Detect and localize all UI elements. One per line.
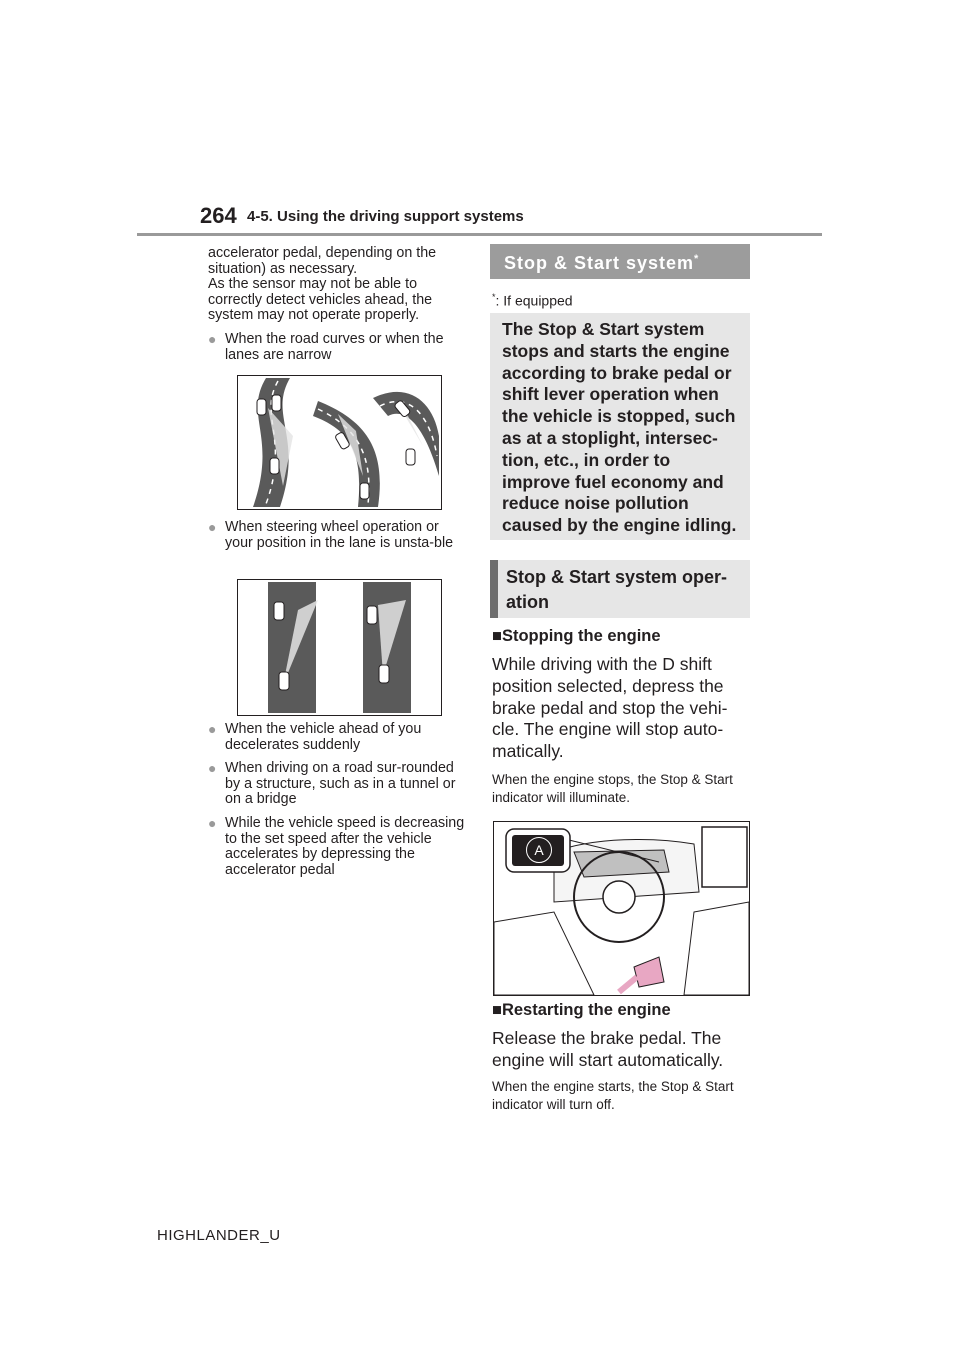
footer-model: HIGHLANDER_U <box>157 1227 281 1244</box>
bullet-icon: ● <box>208 519 217 535</box>
restarting-body: Release the brake pedal. The engine will start automatically. <box>492 1028 724 1070</box>
bullet-icon: ● <box>208 760 217 776</box>
section-heading-text: Stop & Start system <box>504 253 695 273</box>
stopping-body: While driving with the D shift position selected, depress the brake pedal and stop the vehi-cle. The engine will stop auto-matically. <box>492 654 728 762</box>
stopping-note: When the engine stops, the Stop & Start indicator will illuminate. <box>492 772 733 805</box>
stop-start-indicator-icon: A <box>526 837 552 863</box>
bullet-text: When the road curves or when the lanes are narrow <box>225 331 444 363</box>
intro-box <box>490 313 750 540</box>
section-heading <box>490 244 750 279</box>
restarting-note: When the engine starts, the Stop & Start indicator will turn off. <box>492 1079 734 1112</box>
page-number: 264 <box>200 203 237 228</box>
footnote-text: : If equipped <box>495 292 573 309</box>
subheading-text: Stop & Start system oper-ation <box>506 567 728 612</box>
bullet-text: While the vehicle speed is decreasing to the set speed after the vehicle accelerates by depressing the accelerator pedal <box>225 815 465 878</box>
restarting-heading <box>492 1001 671 1020</box>
unstable-lane-illustration <box>238 580 441 715</box>
intro-text-bold: The Stop & Start system stops and starts the engine according to brake pedal or shift lever operation when the vehicle is stopped, such as at a stoplight, intersec-tion, etc., in order to improve fuel economy and reduce noise pollution caused by the engine idling. <box>502 319 737 536</box>
figure-dashboard-indicator <box>493 821 750 996</box>
subheading-box <box>490 560 750 618</box>
bullet-item <box>208 722 470 753</box>
intro-text: accelerator pedal, depending on the situation) as necessary. As the sensor may not be able to correctly detect vehicles ahead, the system may not operate properly. <box>208 245 437 323</box>
curved-lanes-illustration <box>238 376 441 509</box>
header-rule <box>137 233 822 236</box>
bullet-item <box>208 816 470 878</box>
stopping-heading <box>492 627 661 646</box>
bullet-item <box>208 761 470 808</box>
bullet-text: When driving on a road sur-rounded by a structure, such as in a tunnel or on a bridge <box>225 760 456 807</box>
bullet-item <box>208 520 470 551</box>
footnote <box>492 292 573 309</box>
figure-unstable-lane <box>237 579 442 716</box>
section-title: 4-5. Using the driving support systems <box>247 208 524 225</box>
footnote-asterisk: * <box>492 292 496 302</box>
bullet-item <box>208 332 470 363</box>
bullet-icon: ● <box>208 331 217 347</box>
bullet-icon: ● <box>208 815 217 831</box>
square-icon: ■ <box>492 1001 502 1019</box>
square-icon: ■ <box>492 627 502 645</box>
stopping-heading-text: Stopping the engine <box>501 627 661 645</box>
bullet-text: When the vehicle ahead of you decelerates suddenly <box>225 721 422 753</box>
heading-asterisk: * <box>694 253 700 265</box>
bullet-text: When steering wheel operation or your position in the lane is unsta-ble <box>225 519 454 551</box>
restarting-heading-text: Restarting the engine <box>501 1001 671 1019</box>
bullet-icon: ● <box>208 721 217 737</box>
figure-curved-lanes <box>237 375 442 510</box>
